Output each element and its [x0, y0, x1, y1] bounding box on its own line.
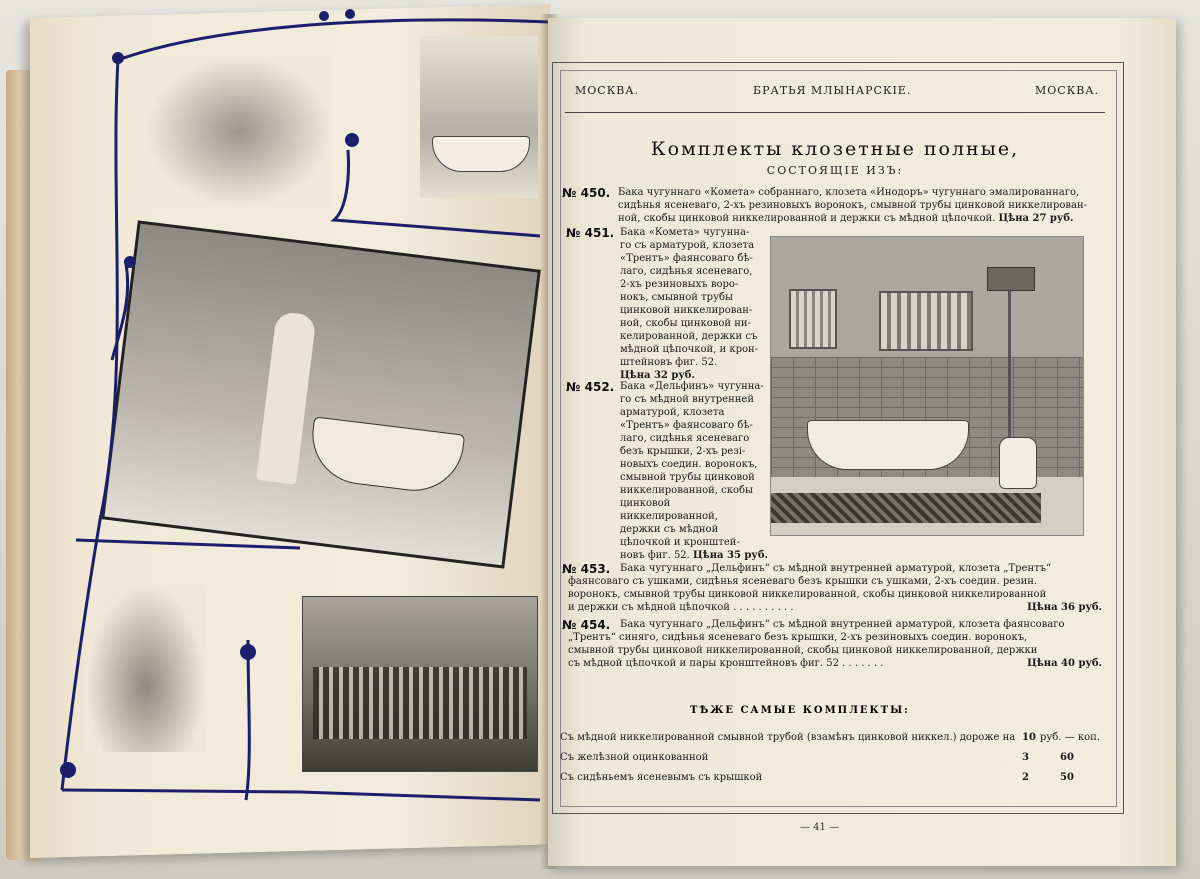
item-454-price: Цѣна 40 руб. — [1027, 658, 1102, 669]
item-450-price: Цѣна 27 руб. — [998, 213, 1074, 224]
item-454-line: „Трентъ“ синяго, сидѣнья ясеневаго безъ крышки, 2-хъ резиновыхъ соедин. воронокъ, — [568, 632, 1028, 643]
running-head-left: МОСКВА. — [575, 84, 640, 97]
item-454-line — [568, 657, 1102, 670]
page-title: Комплекты клозетные полные, — [650, 138, 1020, 160]
item-452-line: лаго, сидѣнья ясеневаго — [620, 433, 750, 444]
item-453-price: Цѣна 36 руб. — [1027, 602, 1102, 613]
same-sets-row-label: Съ мѣдной никкелированной смывной трубой (взамѣнъ цинковой никкел.) дороже на — [560, 732, 1016, 743]
same-sets-row-kop: 50 — [1060, 772, 1074, 783]
item-453-line: Бака чугуннаго „Дельфинъ“ съ мѣдной внутренней арматурой, клозета „Трентъ“ — [620, 563, 1052, 574]
item-number-453: № 453. — [562, 562, 611, 576]
running-head-center: БРАТЬЯ МЛЫНАРСКІЕ. — [753, 84, 912, 97]
item-452-line: безъ крышки, 2-хъ резі- — [620, 446, 746, 457]
illustration-window-small — [789, 289, 837, 349]
item-452-line-text: новъ фиг. 52. — [620, 550, 690, 561]
item-number-452: № 452. — [566, 380, 615, 394]
item-451-line: мѣдной цѣпочкой, и крон- — [620, 344, 759, 355]
item-453-line — [568, 601, 1102, 614]
same-sets-row-unit: руб. — коп. — [1040, 732, 1100, 743]
bathroom-illustration — [770, 236, 1084, 536]
same-sets-row-kop: 60 — [1060, 752, 1074, 763]
item-450-line: сидѣнья ясеневаго, 2-хъ резиновыхъ воронокъ, смывной трубы цинковой никкелирован- — [618, 200, 1088, 211]
item-452-line: никкелированной, скобы — [620, 485, 754, 496]
illustration-window-large — [879, 291, 973, 351]
item-451-line: штейновъ фиг. 52. — [620, 357, 718, 368]
item-number-451: № 451. — [566, 226, 615, 240]
item-452-line: смывной трубы цинковой — [620, 472, 755, 483]
item-453-line: воронокъ, смывной трубы цинковой никкелированной, скобы цинковой никкелированной — [568, 589, 1047, 600]
item-451-line: Бака «Комета» чугунна- — [620, 227, 750, 238]
same-sets-row-rub: 10 — [1022, 732, 1036, 743]
item-452-line: цѣпочкой и кронштей- — [620, 537, 740, 548]
item-452-line: держки съ мѣдной — [620, 524, 719, 535]
illustration-rug — [771, 493, 1041, 523]
item-450-description — [618, 186, 1098, 225]
item-451-description — [620, 226, 768, 382]
page-subtitle: СОСТОЯЩІЕ ИЗЪ: — [766, 164, 904, 177]
item-452-line: го съ мѣдной внутренней — [620, 394, 755, 405]
item-452-price: Цѣна 35 руб. — [693, 550, 768, 561]
item-452-line — [620, 549, 768, 562]
same-sets-title: ТѢЖЕ САМЫЕ КОМПЛЕКТЫ: — [690, 705, 910, 716]
item-454-description — [620, 618, 1100, 631]
illustration-cistern — [987, 267, 1035, 291]
item-454-line-text: съ мѣдной цѣпочкой и пары кронштейновъ фиг. 52 . . . . . . . — [568, 658, 884, 669]
item-452-line: «Трентъ» фаянсоваго бѣ- — [620, 420, 753, 431]
item-453-line-text: и держки съ мѣдной цѣпочкой . . . . . . . . . . — [568, 602, 794, 613]
item-452-line: Бака «Дельфинъ» чугунна- — [620, 381, 764, 392]
item-451-line: келированной, держки съ — [620, 331, 758, 342]
item-453-description — [620, 562, 1100, 575]
item-454-description-cont — [568, 631, 1102, 670]
item-454-line: смывной трубы цинковой никкелированной, скобы цинковой никкелированной, держки — [568, 645, 1038, 656]
item-number-450: № 450. — [562, 186, 611, 200]
item-453-description-cont — [568, 575, 1102, 614]
item-451-line: 2-хъ резиновыхъ воро- — [620, 279, 739, 290]
item-450-line — [618, 212, 1098, 225]
item-452-description — [620, 380, 768, 562]
illustration-bathtub — [807, 420, 969, 470]
illustration-flush-pipe — [1008, 289, 1011, 439]
item-453-line: фаянсоваго съ ушками, сидѣнья ясеневаго безъ крышки съ ушками, 2-хъ соедин. резин. — [568, 576, 1038, 587]
header-rule — [565, 112, 1105, 113]
item-451-line: ной, скобы цинковой ни- — [620, 318, 751, 329]
item-452-line: арматурой, клозета — [620, 407, 725, 418]
item-451-line: лаго, сидѣнья ясеневаго, — [620, 266, 753, 277]
item-451-line: цинковой никкелирован- — [620, 305, 753, 316]
item-452-line: цинковой никкелированной, — [620, 498, 718, 522]
same-sets-row-label: Съ сидѣньемъ ясеневымъ съ крышкой — [560, 772, 763, 783]
item-450-line-text: ной, скобы цинковой никкелированной и держки съ мѣдной цѣпочкой. — [618, 213, 996, 224]
art-nouveau-border-ornament — [0, 0, 560, 879]
same-sets-row-rub: 3 — [1022, 752, 1029, 763]
item-452-line: новыхъ соедин. воронокъ, — [620, 459, 758, 470]
item-451-line: го съ арматурой, клозета — [620, 240, 755, 251]
item-451-price: Цѣна 32 руб. — [620, 370, 695, 381]
item-454-line: Бака чугуннаго „Дельфинъ“ съ мѣдной внутренней арматурой, клозета фаянсоваго — [620, 619, 1065, 630]
item-450-line: Бака чугуннаго «Комета» собраннаго, клозета «Инодоръ» чугуннаго эмалированнаго, — [618, 187, 1080, 198]
same-sets-row-label: Съ желѣзной оцинкованной — [560, 752, 709, 763]
item-number-454: № 454. — [562, 618, 611, 632]
same-sets-row-rub: 2 — [1022, 772, 1029, 783]
running-head-right: МОСКВА. — [1035, 84, 1100, 97]
illustration-toilet — [999, 437, 1037, 489]
item-451-line: «Трентъ» фаянсоваго бѣ- — [620, 253, 753, 264]
item-451-line: нокъ, смывной трубы — [620, 292, 733, 303]
page-number: — 41 — — [800, 822, 840, 833]
running-head — [565, 84, 1105, 106]
